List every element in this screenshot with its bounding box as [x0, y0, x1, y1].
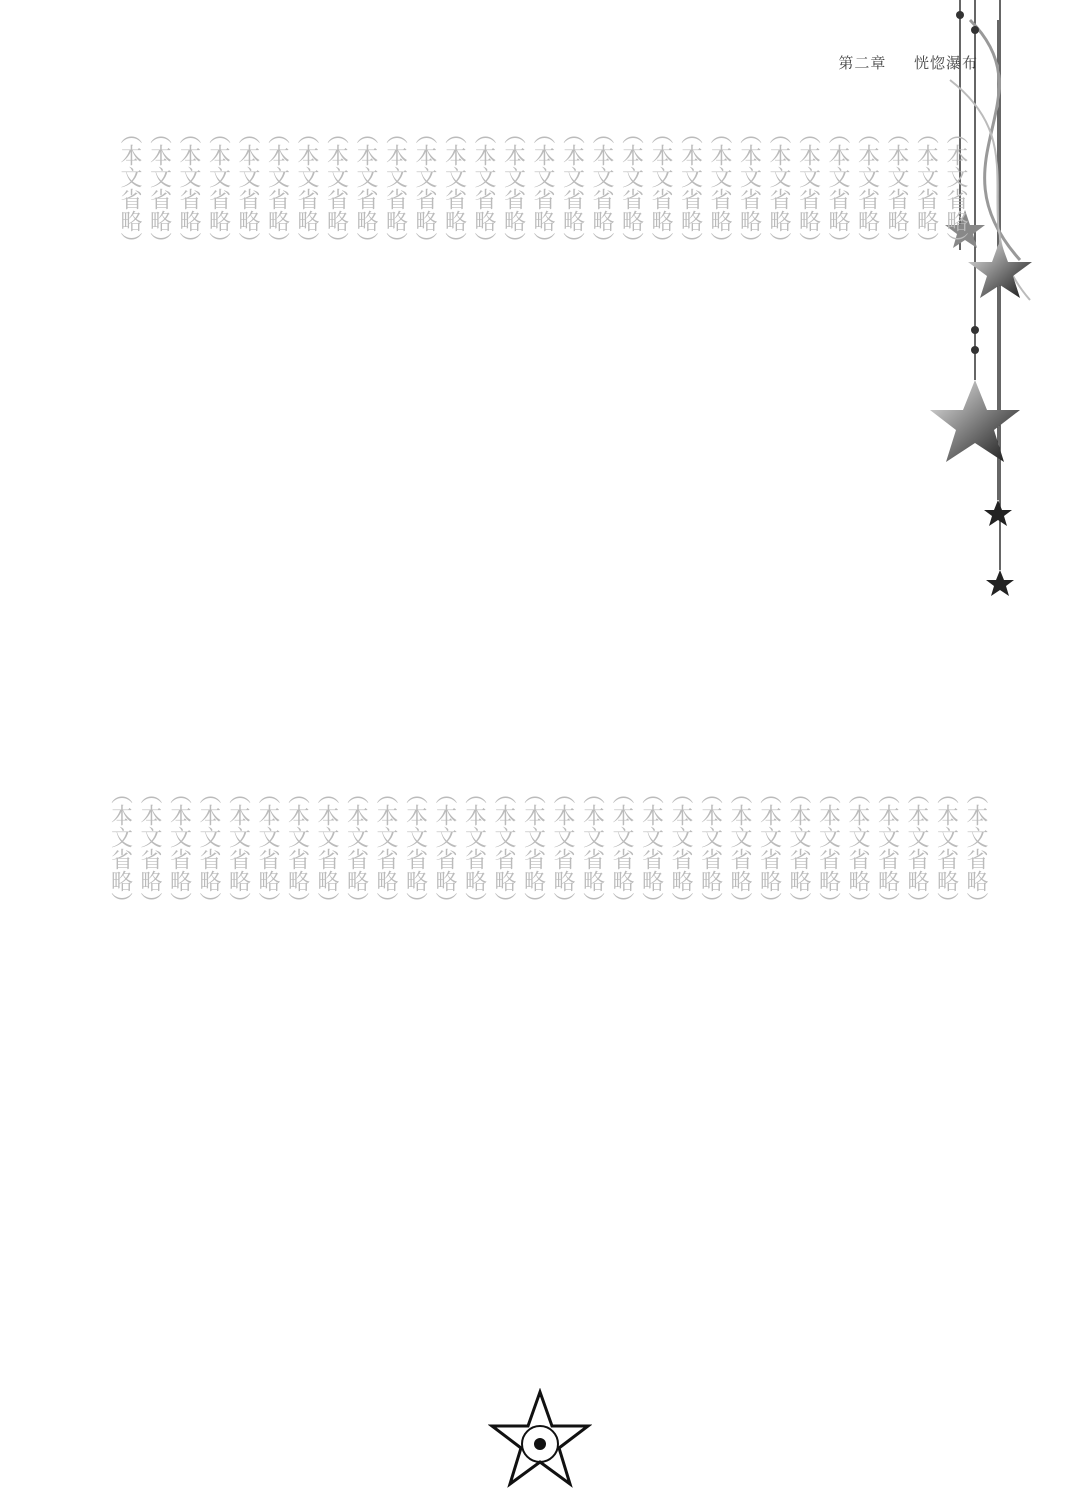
text-line-placeholder: （本文省略） [373, 782, 398, 914]
text-line-placeholder: （本文省略） [461, 782, 487, 914]
text-line-placeholder: （本文省略） [441, 122, 467, 254]
text-line-placeholder: （本文省略） [648, 122, 673, 254]
text-line-placeholder: （本文省略） [697, 782, 723, 914]
text-line-placeholder: （本文省略） [264, 122, 290, 254]
text-line-placeholder: （本文省略） [412, 122, 437, 254]
text-line-placeholder: （本文省略） [795, 122, 821, 254]
text-line-placeholder: （本文省略） [766, 122, 791, 254]
text-line-placeholder: （本文省略） [491, 782, 516, 914]
star-icon [984, 500, 1012, 526]
text-line-placeholder: （本文省略） [707, 122, 732, 254]
chapter-number: 第二章 [838, 54, 887, 72]
text-block-bottom [107, 782, 990, 1352]
text-line-placeholder: （本文省略） [963, 782, 988, 914]
text-line-placeholder: （本文省略） [382, 122, 408, 254]
text-line-placeholder: （本文省略） [550, 782, 575, 914]
text-line-placeholder: （本文省略） [638, 782, 664, 914]
text-line-placeholder: （本文省略） [756, 782, 782, 914]
chapter-title: 恍惚瀑布 [913, 54, 978, 72]
star-icon [986, 570, 1014, 596]
text-line-placeholder: （本文省略） [845, 782, 870, 914]
text-line-placeholder: （本文省略） [854, 122, 880, 254]
text-line-placeholder: （本文省略） [225, 782, 251, 914]
text-line-placeholder: （本文省略） [432, 782, 457, 914]
text-line-placeholder: （本文省略） [677, 122, 703, 254]
text-line-placeholder: （本文省略） [353, 122, 378, 254]
text-line-placeholder: （本文省略） [471, 122, 496, 254]
text-line-placeholder: （本文省略） [205, 122, 231, 254]
text-block-top [100, 122, 970, 692]
text-line-placeholder: （本文省略） [402, 782, 428, 914]
text-line-placeholder: （本文省略） [166, 782, 192, 914]
text-line-placeholder: （本文省略） [520, 782, 546, 914]
text-line-placeholder: （本文省略） [343, 782, 369, 914]
text-line-placeholder: （本文省略） [668, 782, 693, 914]
text-line-placeholder: （本文省略） [530, 122, 555, 254]
text-line-placeholder: （本文省略） [323, 122, 349, 254]
flower-star-ornament-icon [488, 1388, 592, 1492]
text-line-placeholder: （本文省略） [176, 122, 201, 254]
text-line-placeholder: （本文省略） [294, 122, 319, 254]
text-line-placeholder: （本文省略） [559, 122, 585, 254]
text-line-placeholder: （本文省略） [137, 782, 162, 914]
text-line-placeholder: （本文省略） [815, 782, 841, 914]
text-line-placeholder: （本文省略） [589, 122, 614, 254]
text-line-placeholder: （本文省略） [825, 122, 850, 254]
text-line-placeholder: （本文省略） [314, 782, 339, 914]
text-line-placeholder: （本文省略） [196, 782, 221, 914]
text-line-placeholder: （本文省略） [884, 122, 909, 254]
text-line-placeholder: （本文省略） [146, 122, 172, 254]
text-line-placeholder: （本文省略） [255, 782, 280, 914]
text-line-placeholder: （本文省略） [618, 122, 644, 254]
text-line-placeholder: （本文省略） [736, 122, 762, 254]
text-line-placeholder: （本文省略） [913, 122, 939, 254]
text-line-placeholder: （本文省略） [786, 782, 811, 914]
text-line-placeholder: （本文省略） [727, 782, 752, 914]
text-line-placeholder: （本文省略） [609, 782, 634, 914]
text-line-placeholder: （本文省略） [874, 782, 900, 914]
text-line-placeholder: （本文省略） [943, 122, 968, 254]
text-line-placeholder: （本文省略） [904, 782, 929, 914]
text-line-placeholder: （本文省略） [117, 122, 142, 254]
text-line-placeholder: （本文省略） [107, 782, 133, 914]
text-line-placeholder: （本文省略） [235, 122, 260, 254]
text-line-placeholder: （本文省略） [933, 782, 959, 914]
text-line-placeholder: （本文省略） [579, 782, 605, 914]
text-line-placeholder: （本文省略） [500, 122, 526, 254]
text-line-placeholder: （本文省略） [284, 782, 310, 914]
